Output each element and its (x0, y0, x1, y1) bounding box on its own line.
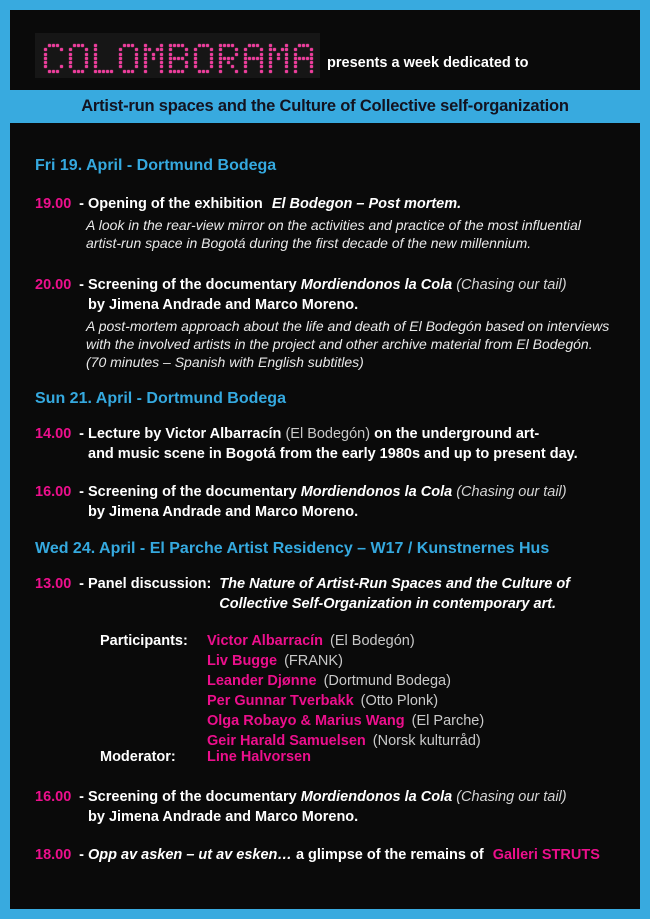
participant-row (100, 651, 484, 671)
event-lead-continued: on the underground art- (374, 426, 540, 442)
dash-separator: - (79, 277, 84, 293)
film-title: Mordiendonos la Cola (300, 789, 453, 805)
colomborama-dot-matrix-logo (35, 33, 320, 73)
participant-row (100, 691, 484, 711)
film-title-english: (Chasing our tail) (456, 789, 567, 805)
film-title: Mordiendonos la Cola (300, 484, 453, 500)
participant-name: Olga Robayo & Marius Wang (207, 713, 405, 729)
poster-body (10, 10, 640, 909)
event-time: 14.00 (35, 426, 72, 442)
heading-day2: Sun 21. April - Dortmund Bodega (35, 390, 286, 407)
dash-separator: - (79, 789, 84, 805)
film-credits: by Jimena Andrade and Marco Moreno. (88, 809, 359, 825)
film-credits: by Jimena Andrade and Marco Moreno. (88, 504, 359, 520)
dash-separator: - (79, 426, 84, 442)
dash-separator: - (79, 576, 84, 592)
participant-row (100, 631, 484, 651)
event-row-lecture (35, 424, 578, 464)
participant-row (100, 671, 484, 691)
moderator-label: Moderator: (100, 749, 176, 765)
participant-name: Leander Djønne (207, 673, 317, 689)
panel-title-line: Collective Self-Organization in contemporary art. (219, 596, 557, 612)
event-text (88, 845, 600, 865)
panel-label: Panel discussion: (88, 576, 212, 592)
event-row-opening (35, 194, 461, 214)
participant-affiliation: (Norsk kulturråd) (372, 733, 481, 749)
film-credits: by Jimena Andrade and Marco Moreno. (88, 297, 359, 313)
moderator-row (100, 747, 311, 767)
event-text (88, 574, 570, 614)
description-line: (70 minutes – Spanish with English subtitles) (86, 354, 364, 370)
participant-name: Geir Harald Samuelsen (207, 733, 366, 749)
event-text (88, 482, 567, 522)
logo-box (35, 33, 320, 78)
tagline: presents a week dedicated to (327, 55, 529, 71)
event-line2: and music scene in Bogotá from the early 1980s and up to present day. (88, 446, 578, 462)
event-lead: a glimpse of the remains of (295, 847, 484, 863)
exhibition-title: El Bodegon – Post mortem. (271, 196, 462, 212)
event-text (88, 787, 567, 827)
event-time: 20.00 (35, 277, 72, 293)
event-text (88, 275, 567, 315)
event-text (88, 194, 461, 214)
event-lead: Opening of the exhibition (88, 196, 263, 212)
participant-name: Liv Bugge (207, 653, 278, 669)
event-time: 19.00 (35, 196, 72, 212)
dash-separator: - (79, 847, 84, 863)
event-description (86, 317, 609, 371)
participant-affiliation: (El Bodegón) (330, 633, 415, 649)
moderator-name: Line Halvorsen (207, 749, 311, 765)
panel-title (219, 574, 570, 614)
event-time: 13.00 (35, 576, 72, 592)
event-row-screening-2 (35, 482, 567, 522)
film-title-english: (Chasing our tail) (456, 484, 567, 500)
participant-affiliation: (Otto Plonk) (360, 693, 439, 709)
description-line: with the involved artists in the project and other archive material from El Bodegón. (86, 336, 593, 352)
dash-separator: - (79, 196, 84, 212)
title-banner (10, 90, 640, 123)
dash-separator: - (79, 484, 84, 500)
event-text (88, 424, 578, 464)
event-time: 16.00 (35, 789, 72, 805)
event-lead: Screening of the documentary (88, 789, 297, 805)
film-title: Mordiendonos la Cola (300, 277, 453, 293)
event-lead: Lecture by Victor Albarracín (88, 426, 282, 442)
event-row-screening-1 (35, 275, 567, 315)
event-title-norwegian: Opp av asken – ut av esken… (88, 847, 292, 863)
participants-label: Participants: (100, 633, 188, 649)
heading-day3: Wed 24. April - El Parche Artist Residency – W17 / Kunstnernes Hus (35, 540, 550, 557)
participant-name: Victor Albarracín (207, 633, 324, 649)
event-time: 16.00 (35, 484, 72, 500)
gallery-name: Galleri STRUTS (492, 847, 600, 863)
speaker-affiliation: (El Bodegón) (285, 426, 371, 442)
participants-list (100, 631, 484, 751)
panel-title-line: The Nature of Artist-Run Spaces and the Culture of (219, 576, 571, 592)
participant-row (100, 711, 484, 731)
description-line: A post-mortem approach about the life and death of El Bodegón based on interviews (86, 318, 610, 334)
participant-affiliation: (FRANK) (284, 653, 343, 669)
event-time: 18.00 (35, 847, 72, 863)
banner-title: Artist-run spaces and the Culture of Collective self-organization (81, 97, 569, 115)
participant-name: Per Gunnar Tverbakk (207, 693, 354, 709)
heading-day1: Fri 19. April - Dortmund Bodega (35, 157, 277, 174)
event-lead: Screening of the documentary (88, 484, 297, 500)
participant-affiliation: (Dortmund Bodega) (323, 673, 451, 689)
participant-affiliation: (El Parche) (411, 713, 485, 729)
event-row-panel (35, 574, 570, 614)
event-row-screening-3 (35, 787, 567, 827)
film-title-english: (Chasing our tail) (456, 277, 567, 293)
event-description (86, 216, 581, 252)
description-line: A look in the rear-view mirror on the activities and practice of the most influential (86, 217, 581, 233)
event-row-struts (35, 845, 600, 865)
description-line: artist-run space in Bogotá during the first decade of the new millennium. (86, 235, 532, 251)
event-lead: Screening of the documentary (88, 277, 297, 293)
